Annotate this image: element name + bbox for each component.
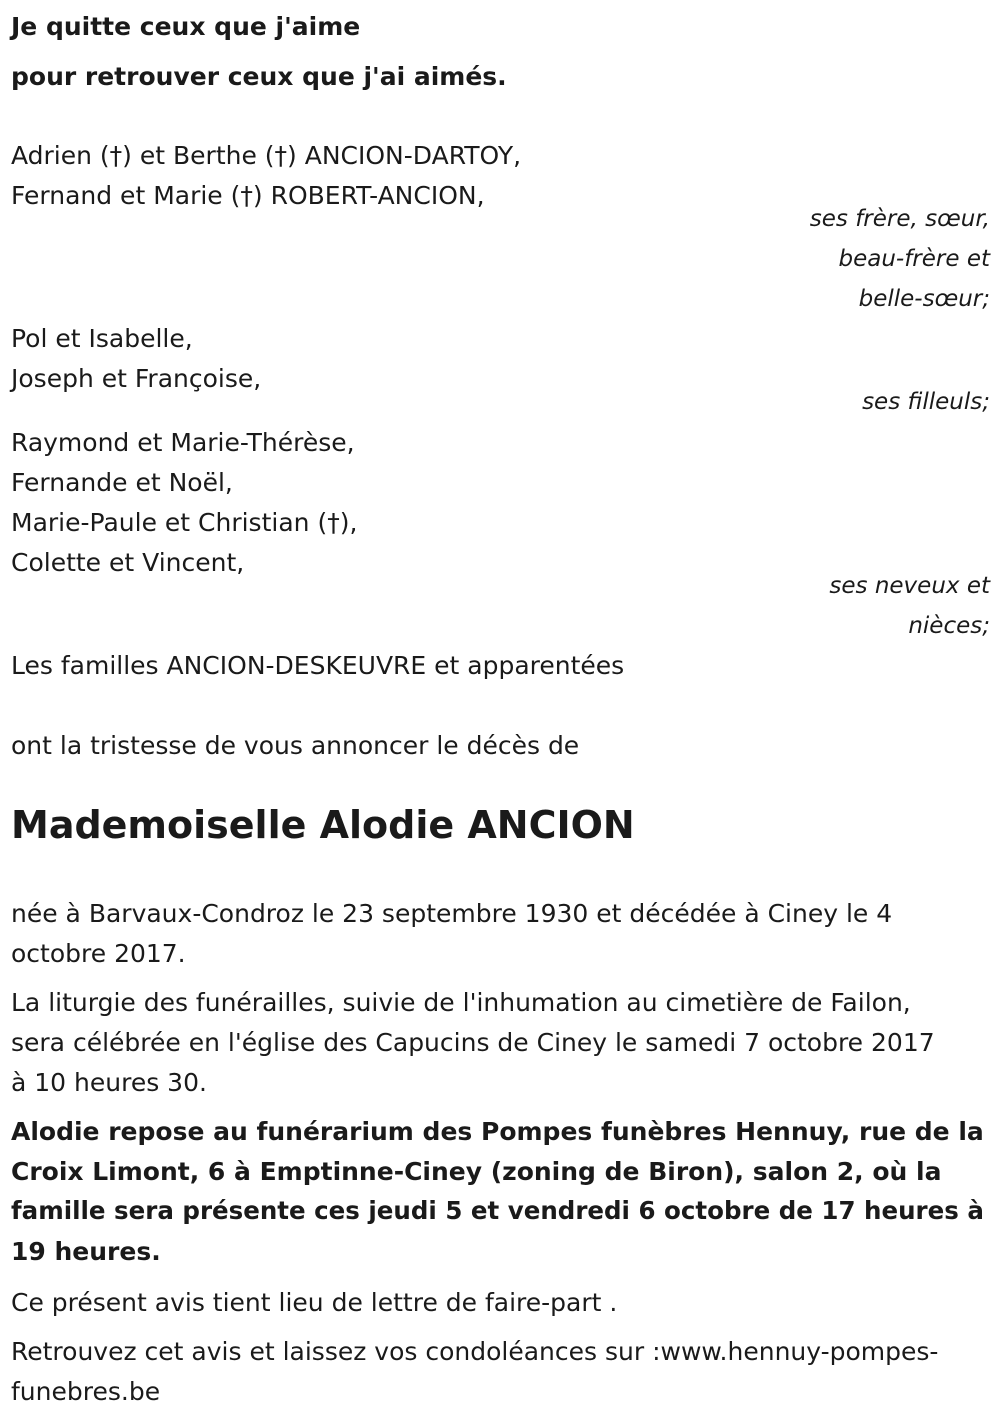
relation-label: ses neveux et — [829, 573, 990, 599]
relation-label: ses filleuls; — [862, 389, 990, 415]
epigraph-line-1: Je quitte ceux que j'aime — [11, 12, 361, 41]
visitation-line: Alodie repose au funérarium des Pompes funèbres Hennuy, rue de la — [11, 1117, 984, 1146]
family-line: Fernand et Marie (†) ROBERT-ANCION, — [11, 181, 485, 210]
birth-death-line: née à Barvaux-Condroz le 23 septembre 1930 et décédée à Ciney le 4 — [11, 899, 893, 928]
deceased-name: Mademoiselle Alodie ANCION — [11, 803, 635, 847]
announcement-text: ont la tristesse de vous annoncer le décès de — [11, 731, 580, 760]
birth-death-line: octobre 2017. — [11, 939, 186, 968]
family-line: Fernande et Noël, — [11, 468, 233, 497]
family-line: Marie-Paule et Christian (†), — [11, 508, 358, 537]
relation-label: beau-frère et — [838, 246, 990, 272]
funeral-line: à 10 heures 30. — [11, 1068, 207, 1097]
family-line: Pol et Isabelle, — [11, 324, 193, 353]
visitation-line: Croix Limont, 6 à Emptinne-Ciney (zoning de Biron), salon 2, où la — [11, 1157, 942, 1186]
visitation-line: famille sera présente ces jeudi 5 et vendredi 6 octobre de 17 heures à — [11, 1196, 984, 1225]
notice-text: Ce présent avis tient lieu de lettre de faire-part . — [11, 1288, 618, 1317]
funeral-line: sera célébrée en l'église des Capucins de Ciney le samedi 7 octobre 2017 — [11, 1028, 935, 1057]
family-line: Colette et Vincent, — [11, 548, 245, 577]
family-line: Adrien (†) et Berthe (†) ANCION-DARTOY, — [11, 141, 522, 170]
website-line: funebres.be — [11, 1377, 161, 1406]
family-line: Les familles ANCION-DESKEUVRE et apparentées — [11, 651, 625, 680]
family-line: Joseph et Françoise, — [11, 364, 262, 393]
relation-label: nièces; — [908, 613, 990, 639]
family-line: Raymond et Marie-Thérèse, — [11, 428, 355, 457]
funeral-line: La liturgie des funérailles, suivie de l'inhumation au cimetière de Failon, — [11, 988, 911, 1017]
relation-label: ses frère, sœur, — [809, 206, 990, 232]
relation-label: belle-sœur; — [858, 286, 990, 312]
epigraph-line-2: pour retrouver ceux que j'ai aimés. — [11, 62, 507, 91]
visitation-line: 19 heures. — [11, 1237, 161, 1266]
website-line: Retrouvez cet avis et laissez vos condoléances sur :www.hennuy-pompes- — [11, 1337, 939, 1366]
